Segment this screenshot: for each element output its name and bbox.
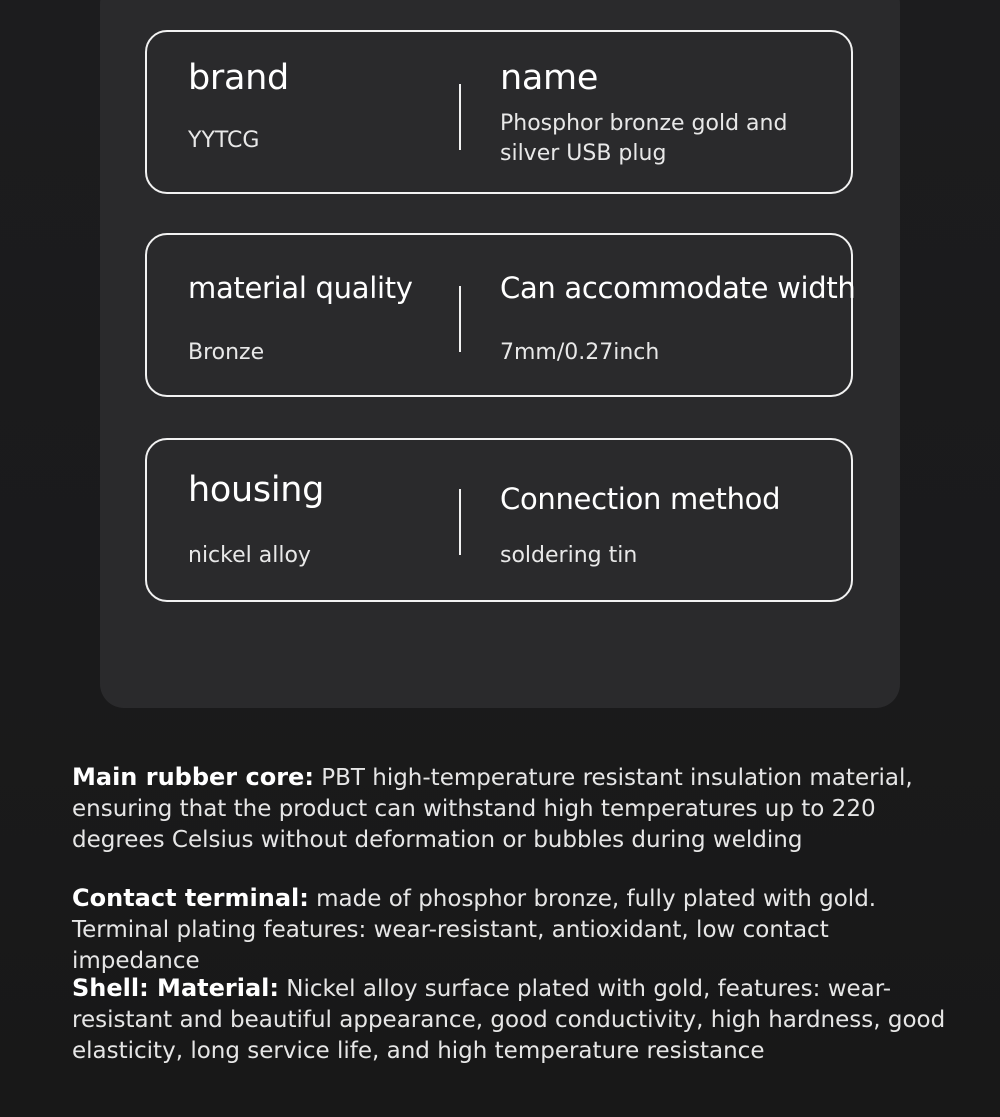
spec-value-name: Phosphor bronze gold and silver USB plug (500, 111, 788, 166)
description-text: PBT high-temperature resistant insulation material, ensuring that the product can withstand high temperatures up to 220 degrees Celsius without deformation or bubbles during welding (72, 765, 913, 853)
spec-label-housing: housing (188, 470, 325, 510)
spec-label-brand: brand (188, 58, 289, 98)
spec-value-material-quality: Bronze (188, 340, 265, 365)
spec-divider (459, 489, 461, 555)
spec-value-width: 7mm/0.27inch (500, 340, 660, 365)
spec-card-housing-connection (145, 438, 853, 602)
spec-label-name: name (500, 58, 599, 98)
spec-label-connection-method: Connection method (500, 482, 781, 516)
spec-divider (459, 286, 461, 352)
description-label: Main rubber core: (72, 763, 314, 791)
description-label: Shell: Material: (72, 974, 279, 1002)
spec-label-material-quality: material quality (188, 271, 413, 305)
description-label: Contact terminal: (72, 884, 309, 912)
spec-value-housing: nickel alloy (188, 543, 311, 568)
description-rubber-core (72, 762, 962, 856)
spec-card-material-width (145, 233, 856, 397)
spec-card-brand-name (145, 30, 853, 194)
spec-value-brand: YYTCG (188, 128, 260, 153)
description-text: Nickel alloy surface plated with gold, features: wear-resistant and beautiful appearance, good conductivity, high hardness, good elasticity, long service life, and high temperature resistance (72, 976, 946, 1064)
spec-value-connection-method: soldering tin (500, 543, 638, 568)
description-contact-terminal (72, 883, 962, 977)
spec-divider (459, 84, 461, 150)
description-shell-material (72, 973, 962, 1067)
spec-label-width: Can accommodate width (500, 271, 856, 305)
description-text: made of phosphor bronze, fully plated with gold. Terminal plating features: wear-resistant, antioxidant, low contact impedance (72, 886, 877, 974)
